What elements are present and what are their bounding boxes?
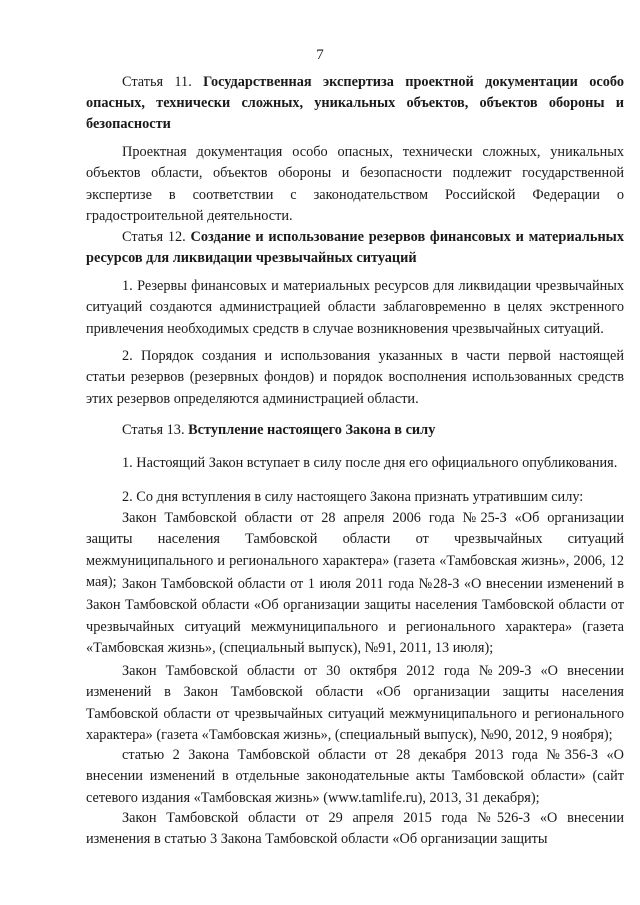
article-13-repealed-law-2012: Закон Тамбовской области от 30 октября 2012 года №209-З «О внесении изменений в Закон Тамбовской области «Об организации защиты населения Тамбовской области от чрезвычайных ситуаций межмуниципального и регионального характера» (газета «Тамбовская жизнь», (специальный выпуск), №90, 2012, 9 ноября); [86,663,624,743]
article-11-number: Статья 11. [122,74,192,90]
article-13-repealed-law-2015: Закон Тамбовской области от 29 апреля 2015 года №526-З «О внесении изменения в статью 3 Закона Тамбовской области «Об организации защиты [86,810,624,848]
article-13-title: Вступление настоящего Закона в силу [188,422,436,438]
article-13-heading [86,420,624,441]
article-13-number: Статья 13. [122,422,185,438]
article-12-title: Создание и использование резервов финансовых и материальных ресурсов для ликвидации чрезвычайных ситуаций [86,229,624,266]
article-11-heading [86,72,624,135]
article-12-heading [86,227,624,269]
article-13-repealed-law-2011: Закон Тамбовской области от 1 июля 2011 года №28-З «О внесении изменений в Закон Тамбовской области «Об организации защиты населения Тамбовской области от чрезвычайных ситуаций межмуниципального и регионального характера» (газета «Тамбовская жизнь», (специальный выпуск), №91, 2011, 13 июля); [86,576,624,656]
article-13-repealed-law-2006: Закон Тамбовской области от 28 апреля 2006 года №25-З «Об организации защиты населения Тамбовской области от чрезвычайных ситуаций межмуниципального и регионального характера» (газета «Тамбовская жизнь», 2006, 12 мая); [86,510,624,590]
page-number: 7 [316,47,324,63]
article-11-text: Проектная документация особо опасных, технически сложных, уникальных объектов области, объектов обороны и безопасности подлежит государственной экспертизе в соответствии с законодательством Российской Федерации о градостроительной деятельности. [86,144,624,224]
article-12-paragraph-1: 1. Резервы финансовых и материальных ресурсов для ликвидации чрезвычайных ситуаций создаются администрацией области заблаговременно в целях экстренного привлечения необходимых средств в случае возникновения чрезвычайных ситуаций. [86,278,624,337]
article-13-repealed-article-2013: статью 2 Закона Тамбовской области от 28 декабря 2013 года №356-З «О внесении изменений в отдельные законодательные акты Тамбовской области» (сайт сетевого издания «Тамбовская жизнь» (www.tamlife.ru), 2013, 31 декабря); [86,747,624,806]
article-13-paragraph-2: 2. Со дня вступления в силу настоящего Закона признать утратившим силу: [122,489,584,505]
article-13-paragraph-1: 1. Настоящий Закон вступает в силу после дня его официального опубликования. [122,455,618,471]
article-12-paragraph-2: 2. Порядок создания и использования указанных в части первой настоящей статьи резервов (резервных фондов) и порядок восполнения использованных средств этих резервов определяются администрацией области. [86,348,624,407]
article-12-number: Статья 12. [122,229,186,245]
article-11-title: Государственная экспертиза проектной документации особо опасных, технически сложных, уникальных объектов, объектов обороны и безопасности [86,74,624,132]
